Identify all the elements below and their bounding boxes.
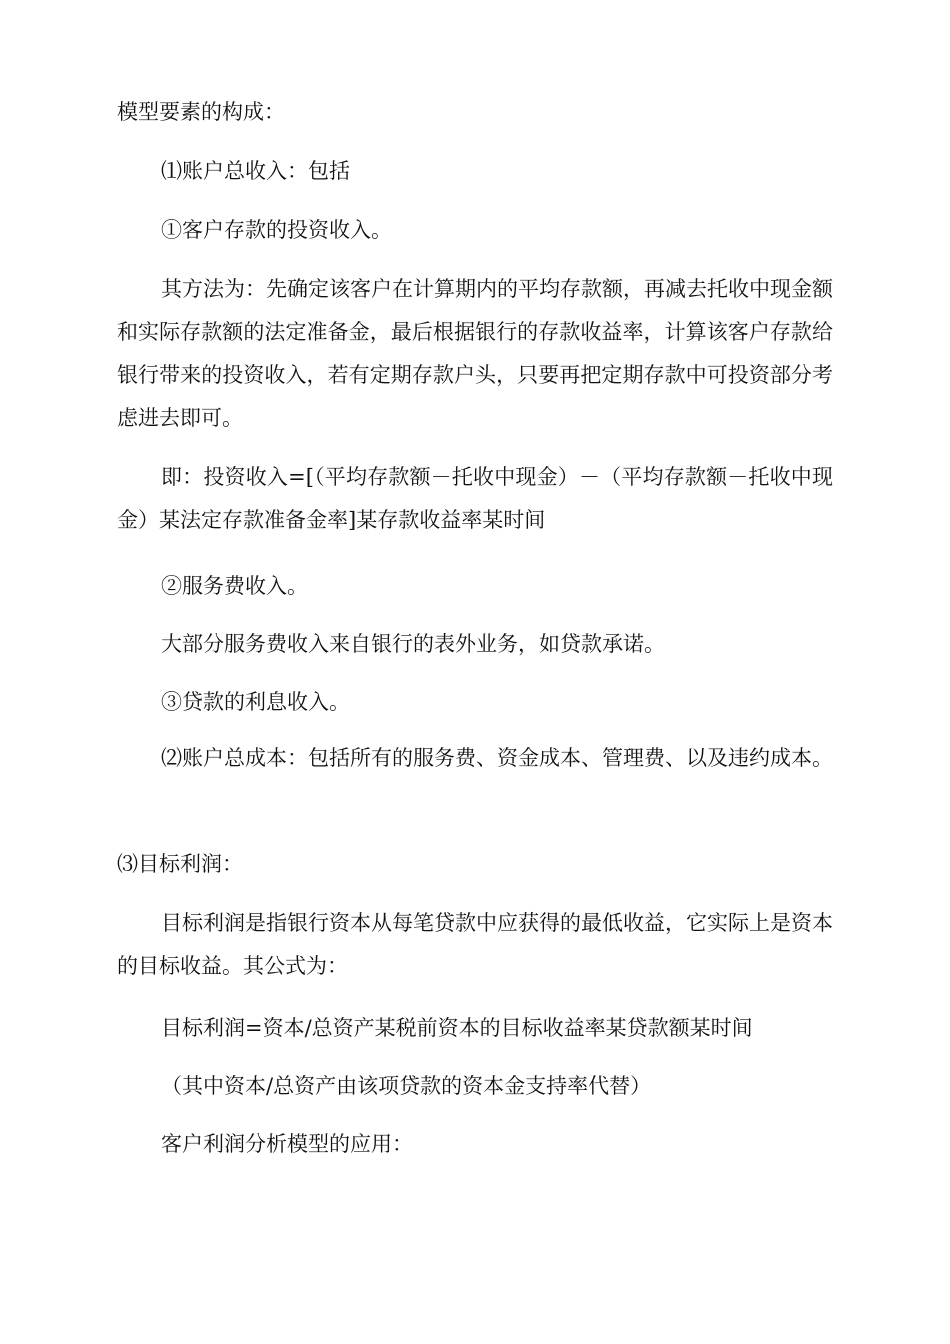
section-heading-elements: 模型要素的构成： (117, 100, 285, 124)
target-profit-paragraph: 目标利润是指银行资本从每笔贷款中应获得的最低收益，它实际上是资本的目标收益。其公式为： (117, 911, 833, 978)
item-1-sub-3: ③贷款的利息收入。 (161, 690, 350, 714)
formula-target-profit: 目标利润=资本/总资产某税前资本的目标收益率某贷款额某时间 (161, 1016, 753, 1040)
application-heading: 客户利润分析模型的应用： (161, 1132, 413, 1156)
method-paragraph: 其方法为：先确定该客户在计算期内的平均存款额，再减去托收中现金额和实际存款额的法定准备金，最后根据银行的存款收益率，计算该客户存款给银行带来的投资收入，若有定期存款户头，只要再把定期存款中可投资部分考虑进去即可。 (117, 277, 833, 430)
formula-investment-income: 即：投资收入=[（平均存款额－托收中现金）－（平均存款额－托收中现金）某法定存款准备金率]某存款收益率某时间 (117, 465, 833, 532)
item-1-sub-1: ①客户存款的投资收入。 (161, 218, 392, 242)
formula-note: （其中资本/总资产由该项贷款的资本金支持率代替） (161, 1074, 652, 1098)
item-3-title: ⑶目标利润： (117, 852, 243, 876)
service-fee-note: 大部分服务费收入来自银行的表外业务，如贷款承诺。 (161, 632, 665, 656)
item-2-paragraph: ⑵账户总成本：包括所有的服务费、资金成本、管理费、以及违约成本。 (161, 746, 833, 770)
item-1-sub-2: ②服务费收入。 (161, 574, 308, 598)
item-1-title: ⑴账户总收入：包括 (161, 159, 350, 183)
